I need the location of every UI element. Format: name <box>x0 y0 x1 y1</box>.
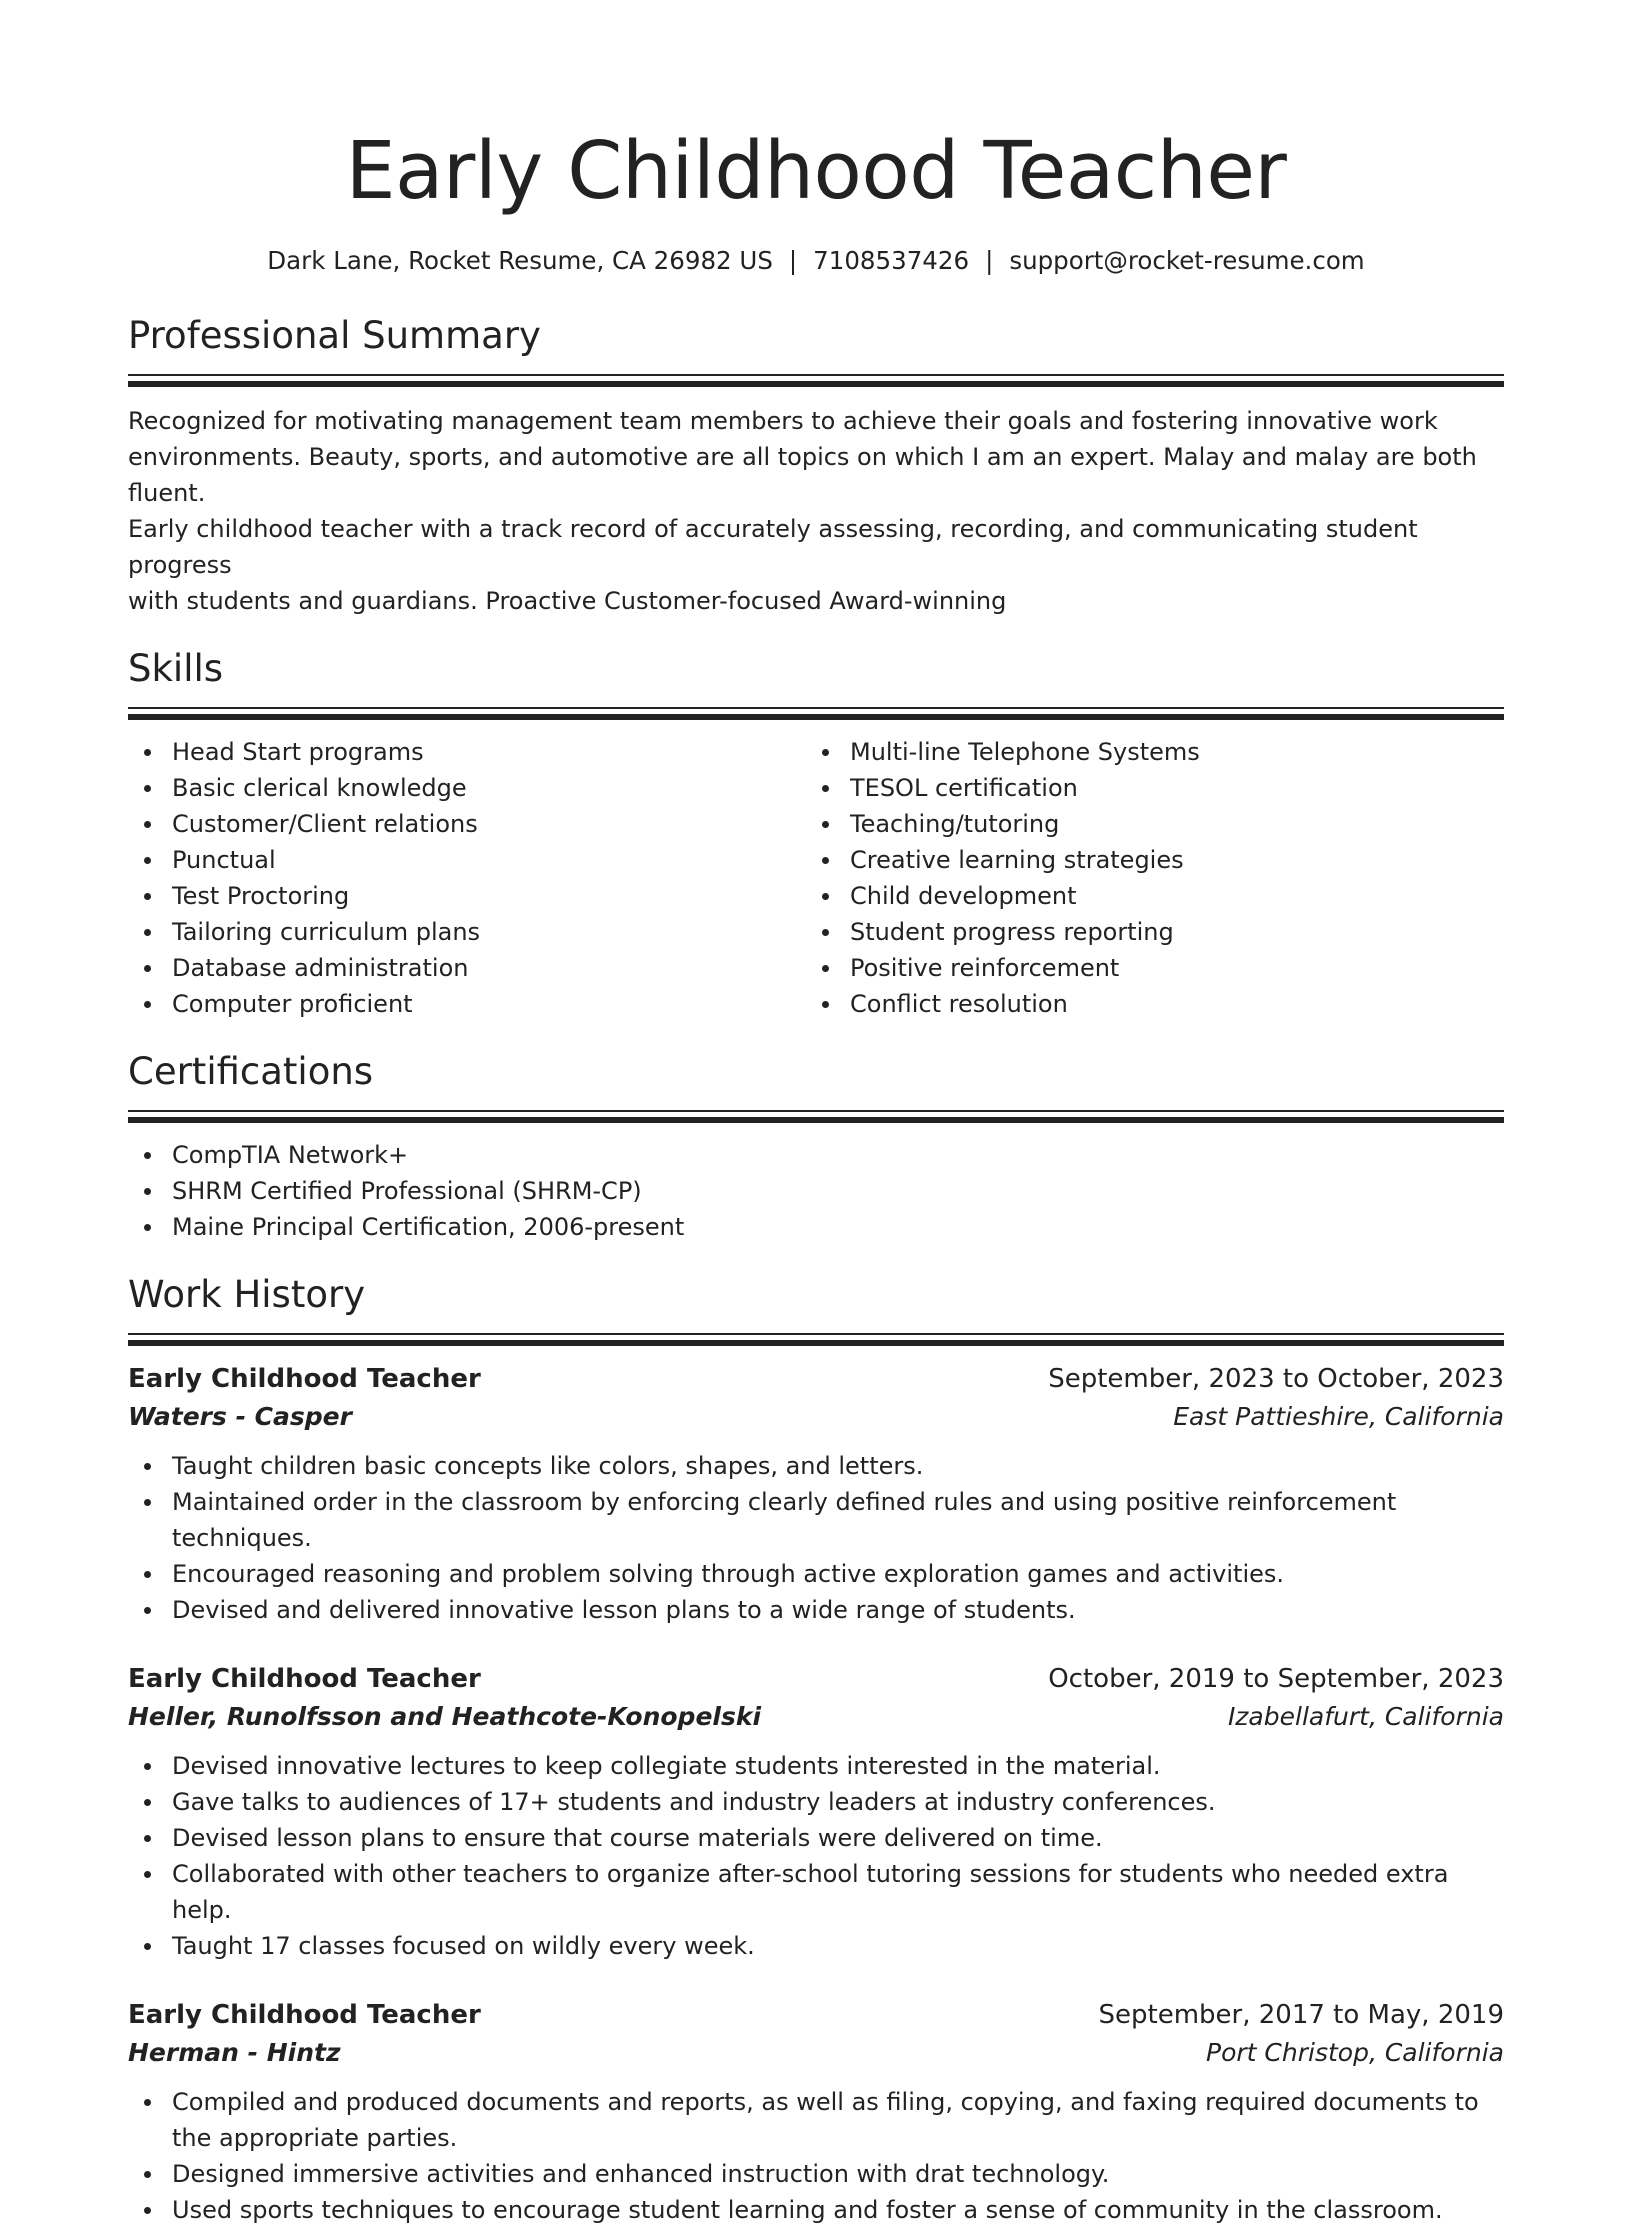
job-bullet: Gave talks to audiences of 17+ students and industry leaders at industry conferences. <box>128 1784 1504 1820</box>
job-location: Izabellafurt, California <box>1227 1702 1504 1731</box>
contact-email: support@rocket-resume.com <box>1009 246 1365 275</box>
job-bullet: Devised and delivered innovative lesson plans to a wide range of students. <box>128 1592 1504 1628</box>
summary-line: with students and guardians. Proactive Customer-focused Award-winning <box>128 587 1007 615</box>
skill-item: Computer proficient <box>128 986 806 1022</box>
contact-separator: | <box>985 246 994 275</box>
job-bullet: Used sports techniques to encourage student learning and foster a sense of community in the classroom. <box>128 2192 1504 2228</box>
summary-text <box>128 403 1504 619</box>
skill-item: Head Start programs <box>128 734 806 770</box>
certification-item: CompTIA Network+ <box>128 1137 1504 1173</box>
skill-item: Teaching/tutoring <box>806 806 1484 842</box>
job-bullets <box>128 1748 1504 1964</box>
certifications-heading: Certifications <box>128 1050 374 1093</box>
job-title: Early Childhood Teacher <box>128 1364 481 1394</box>
job-bullet: Devised lesson plans to ensure that course materials were delivered on time. <box>128 1820 1504 1856</box>
section-divider <box>128 1333 1504 1346</box>
job-bullet: Encouraged reasoning and problem solving through active exploration games and activities. <box>128 1556 1504 1592</box>
job-entry <box>128 1660 1504 1964</box>
skill-item: Database administration <box>128 950 806 986</box>
resume-page <box>128 118 1504 2228</box>
skill-item: Conflict resolution <box>806 986 1484 1022</box>
contact-line <box>128 244 1504 278</box>
summary-heading: Professional Summary <box>128 314 541 357</box>
certification-item: Maine Principal Certification, 2006-present <box>128 1209 1504 1245</box>
skill-item: Multi-line Telephone Systems <box>806 734 1484 770</box>
contact-address: Dark Lane, Rocket Resume, CA 26982 US <box>267 246 773 275</box>
skill-item: Customer/Client relations <box>128 806 806 842</box>
summary-line: Recognized for motivating management team members to achieve their goals and fostering innovative work <box>128 407 1438 435</box>
skills-list-right <box>806 734 1484 1022</box>
skill-item: Child development <box>806 878 1484 914</box>
work-history-heading: Work History <box>128 1273 366 1316</box>
certifications-section <box>128 1048 1504 1245</box>
skill-item: Creative learning strategies <box>806 842 1484 878</box>
certifications-list <box>128 1137 1504 1245</box>
job-bullet: Taught 17 classes focused on wildly every week. <box>128 1928 1504 1964</box>
job-bullet: Compiled and produced documents and reports, as well as filing, copying, and faxing required documents to the appropriate parties. <box>128 2084 1504 2156</box>
contact-separator: | <box>788 246 798 275</box>
work-history-section <box>128 1271 1504 2228</box>
skill-item: Basic clerical knowledge <box>128 770 806 806</box>
job-title: Early Childhood Teacher <box>128 1664 481 1694</box>
certification-item: SHRM Certified Professional (SHRM-CP) <box>128 1173 1504 1209</box>
skill-item: Student progress reporting <box>806 914 1484 950</box>
summary-line: environments. Beauty, sports, and automotive are all topics on which I am an expert. Malay and malay are both fluent. <box>128 443 1477 507</box>
skills-section <box>128 645 1504 1022</box>
section-divider <box>128 707 1504 720</box>
job-company: Heller, Runolfsson and Heathcote-Konopelski <box>128 1702 762 1731</box>
skill-item: Positive reinforcement <box>806 950 1484 986</box>
job-company: Herman - Hintz <box>128 2038 341 2067</box>
job-bullet: Taught children basic concepts like colors, shapes, and letters. <box>128 1448 1504 1484</box>
summary-section <box>128 312 1504 619</box>
skills-grid <box>128 734 1504 1022</box>
skills-heading: Skills <box>128 647 224 690</box>
job-bullet: Devised innovative lectures to keep collegiate students interested in the material. <box>128 1748 1504 1784</box>
job-bullet: Designed immersive activities and enhanced instruction with drat technology. <box>128 2156 1504 2192</box>
job-title: Early Childhood Teacher <box>128 2000 481 2030</box>
skill-item: Test Proctoring <box>128 878 806 914</box>
section-divider <box>128 1110 1504 1123</box>
skill-item: Tailoring curriculum plans <box>128 914 806 950</box>
job-bullets <box>128 1448 1504 1628</box>
resume-name: Early Childhood Teacher <box>345 125 1287 217</box>
job-entry <box>128 1360 1504 1628</box>
job-company: Waters - Casper <box>128 1402 352 1431</box>
skills-list-left <box>128 734 806 1022</box>
summary-line: Early childhood teacher with a track record of accurately assessing, recording, and communicating student progress <box>128 515 1418 579</box>
job-entry <box>128 1996 1504 2228</box>
job-location: East Pattieshire, California <box>1173 1402 1504 1431</box>
skill-item: Punctual <box>128 842 806 878</box>
job-dates: October, 2019 to September, 2023 <box>1048 1664 1504 1694</box>
skill-item: TESOL certification <box>806 770 1484 806</box>
job-dates: September, 2023 to October, 2023 <box>1048 1364 1504 1394</box>
job-dates: September, 2017 to May, 2019 <box>1098 2000 1504 2030</box>
contact-phone: 7108537426 <box>813 246 970 275</box>
job-bullets <box>128 2084 1504 2228</box>
section-divider <box>128 374 1504 387</box>
job-bullet: Maintained order in the classroom by enforcing clearly defined rules and using positive reinforcement techniques. <box>128 1484 1504 1556</box>
job-bullet: Collaborated with other teachers to organize after-school tutoring sessions for students who needed extra help. <box>128 1856 1504 1928</box>
job-location: Port Christop, California <box>1206 2038 1504 2067</box>
